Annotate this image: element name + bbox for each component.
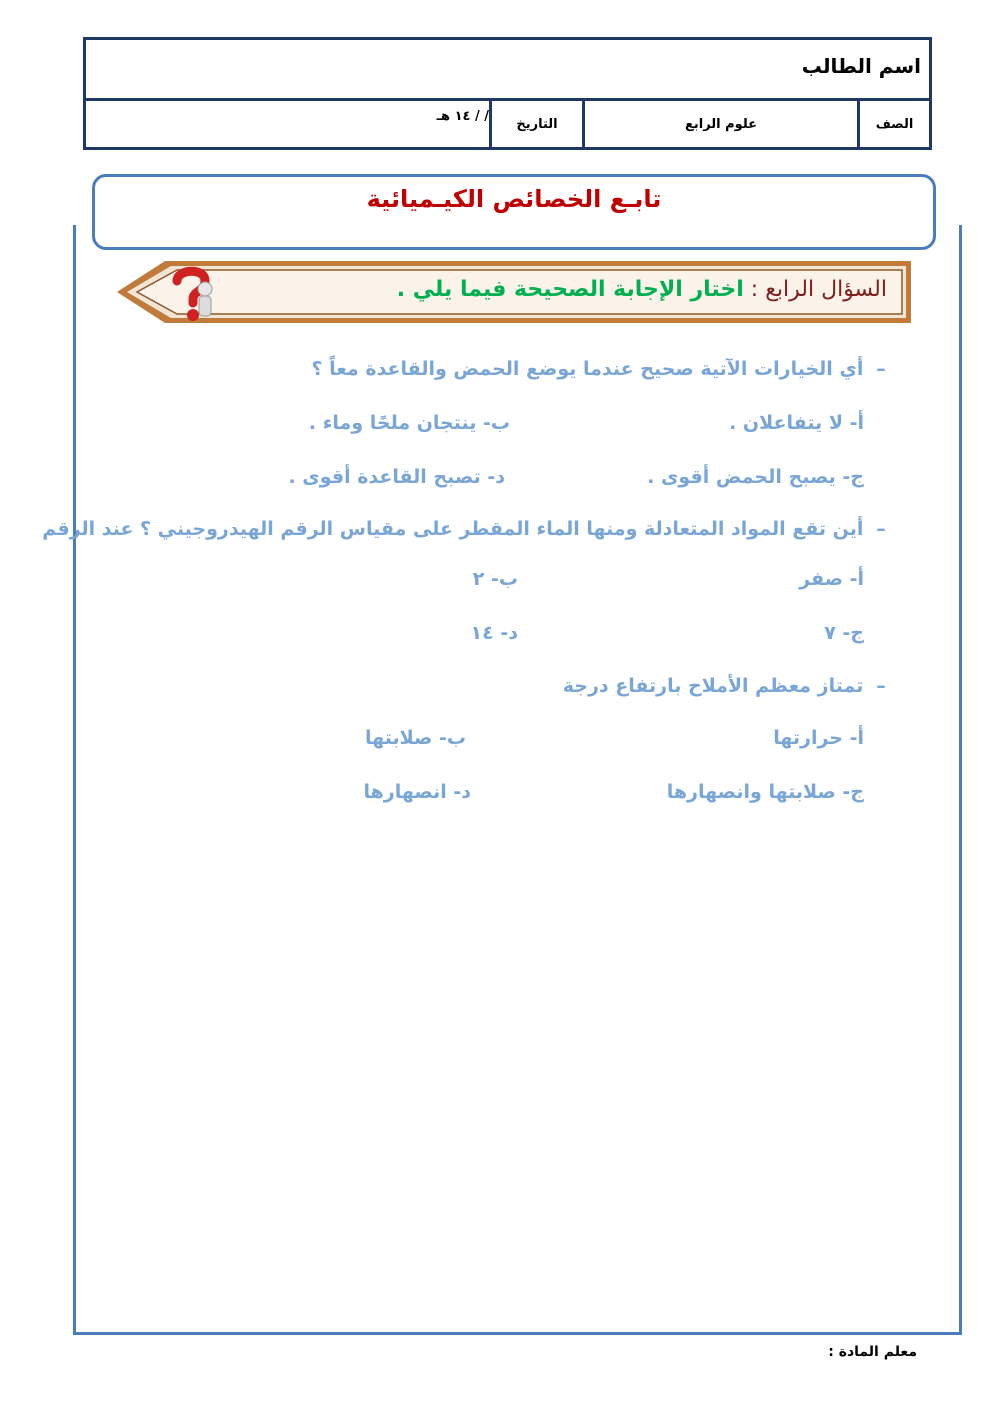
q2-option-b[interactable]: ب- ٢ bbox=[472, 568, 518, 590]
q1-option-a[interactable]: أ- لا يتفاعلان . bbox=[729, 412, 864, 434]
page-title: تابـع الخصائص الكيـميائية bbox=[366, 185, 662, 213]
q2-option-d[interactable]: د- ١٤ bbox=[470, 622, 518, 644]
header-table bbox=[83, 37, 932, 150]
student-name-row bbox=[86, 40, 929, 101]
question-heading bbox=[397, 277, 887, 302]
question-1 bbox=[311, 358, 892, 380]
question-number: السؤال الرابع : bbox=[750, 277, 887, 302]
question-mark-icon bbox=[165, 263, 221, 323]
q3-option-b[interactable]: ب- صلابتها bbox=[365, 727, 466, 749]
class-label: الصف bbox=[857, 101, 929, 147]
q1-option-b[interactable]: ب- ينتجان ملحًا وماء . bbox=[308, 412, 510, 434]
question-1-text: أي الخيارات الآتية صحيح عندما يوضع الحمض والقاعدة معاً ؟ bbox=[311, 358, 864, 380]
student-name-label: اسم الطالب bbox=[801, 54, 921, 78]
subject-value: علوم الرابع bbox=[582, 101, 857, 147]
bullet-dash: – bbox=[876, 518, 886, 540]
question-2-text: أين تقع المواد المتعادلة ومنها الماء المقطر على مقياس الرقم الهيدروجيني ؟ عند الرقم bbox=[42, 518, 864, 540]
title-box bbox=[92, 174, 936, 250]
q2-option-a[interactable]: أ- صفر bbox=[799, 568, 864, 590]
teacher-signature-label: معلم المادة : bbox=[828, 1344, 917, 1360]
date-value: / / ١٤ هـ bbox=[436, 109, 489, 124]
question-3 bbox=[563, 675, 892, 697]
bullet-dash: – bbox=[876, 358, 886, 380]
date-label: التاريخ bbox=[489, 101, 582, 147]
q3-option-c[interactable]: ج- صلابتها وانصهارها bbox=[666, 781, 864, 803]
q3-option-d[interactable]: د- انصهارها bbox=[363, 781, 471, 803]
q2-option-c[interactable]: ج- ٧ bbox=[824, 622, 864, 644]
bullet-dash: – bbox=[876, 675, 886, 697]
info-row bbox=[86, 101, 929, 147]
content-frame bbox=[73, 225, 962, 1335]
question-instruction: اختار الإجابة الصحيحة فيما يلي . bbox=[396, 277, 744, 302]
question-banner bbox=[115, 259, 913, 325]
q1-option-d[interactable]: د- تصبح القاعدة أقوى . bbox=[288, 466, 505, 488]
q3-option-a[interactable]: أ- حرارتها bbox=[773, 727, 864, 749]
question-2 bbox=[42, 518, 892, 540]
q1-option-c[interactable]: ج- يصبح الحمض أقوى . bbox=[647, 466, 864, 488]
question-3-text: تمتاز معظم الأملاح بارتفاع درجة bbox=[562, 675, 864, 697]
